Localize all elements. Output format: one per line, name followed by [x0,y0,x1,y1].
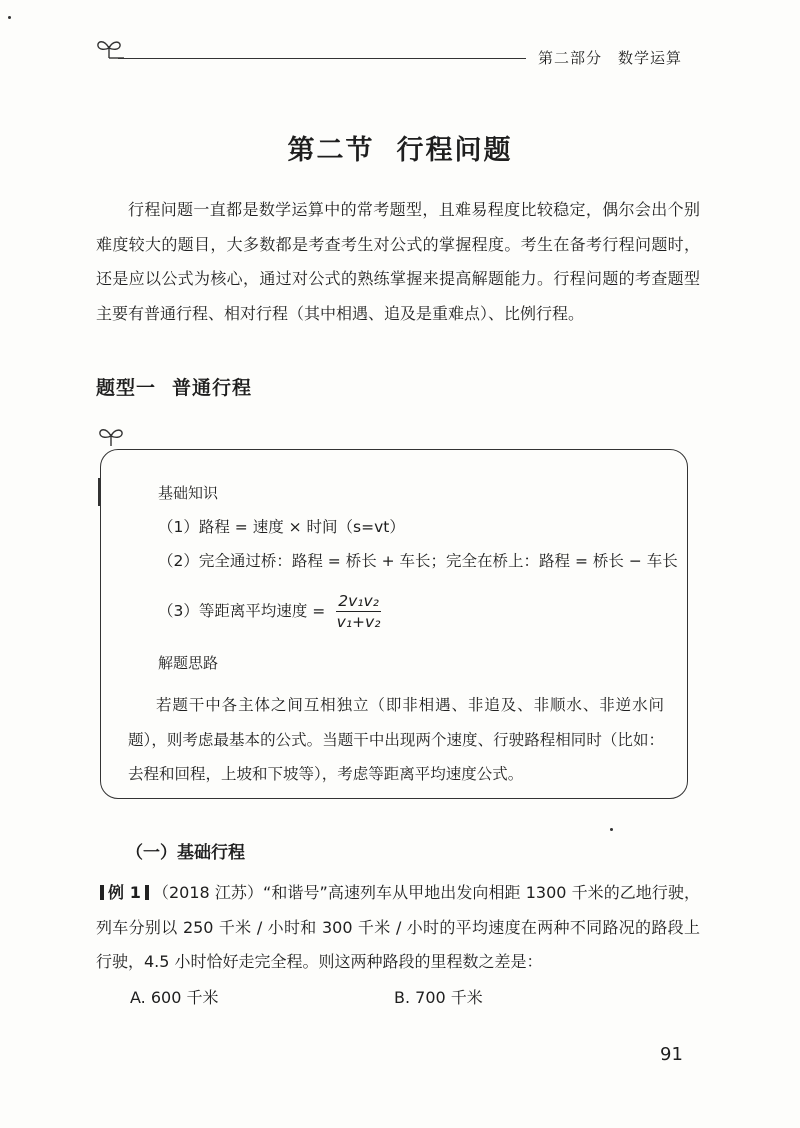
formula-distance: （1）路程 = 速度 × 时间（s=vt） [158,518,405,536]
example-text: （2018 江苏）“和谐号”高速列车从甲地出发向相距 1300 千米的乙地行驶，列车分别以 250 千米 / 小时和 300 千米 / 小时的平均速度在两种不同路况的路段上行驶，4.5 小时恰好走完全程。则这两种路段的里程数之差是： [96,883,700,971]
type-number: 题型一 [96,377,157,399]
type-name: 普通行程 [172,377,253,399]
approach-text: 若题干中各主体之间互相独立（即非相遇、非追及、非顺水、非逆水问题），则考虑最基本的公式。当题干中出现两个速度、行驶路程相同时（比如：去程和回程，上坡和下坡等），考虑等距离平均速度公式。 [128,696,664,783]
page-number: 91 [660,1044,683,1065]
option-a: A. 600 千米 [130,988,219,1007]
section-name: 行程问题 [396,135,513,166]
example-tag: 例 1 [108,883,141,902]
basics-heading: 基础知识 [158,484,219,502]
average-speed-fraction [336,592,381,631]
page-title [0,128,800,167]
scan-speck [8,16,11,19]
sprout-icon [96,424,126,448]
header-rule [118,58,526,59]
option-b: B. 700 千米 [394,988,483,1007]
fraction-numerator: 2v₁v₂ [338,592,379,610]
sub-heading: （一）基础行程 [126,843,245,863]
example-bar-left [100,885,104,900]
formula-average-speed [158,592,381,631]
sprout-icon [94,36,124,60]
example-bar-right [145,885,149,900]
box-side-mark [98,478,101,506]
section-number: 第二节 [287,135,375,166]
approach-heading: 解题思路 [158,654,219,672]
running-header: 第二部分 数学运算 [538,49,683,67]
scan-speck [610,828,613,831]
intro-paragraph: 行程问题一直都是数学运算中的常考题型，且难易程度比较稳定，偶尔会出个别难度较大的题目，大多数都是考查考生对公式的掌握程度。考生在备考行程问题时，还是应以公式为核心，通过对公式的熟练掌握来提高解题能力。行程问题的考查题型主要有普通行程、相对行程（其中相遇、追及是重难点）、比例行程。 [96,200,700,323]
example-question [96,876,700,980]
formula-average-speed-label: （3）等距离平均速度 = [158,602,326,620]
fraction-denominator: v₁+v₂ [336,613,381,631]
formula-bridge: （2）完全通过桥：路程 = 桥长 + 车长；完全在桥上：路程 = 桥长 − 车长 [158,552,678,570]
question-type-heading [96,373,252,400]
